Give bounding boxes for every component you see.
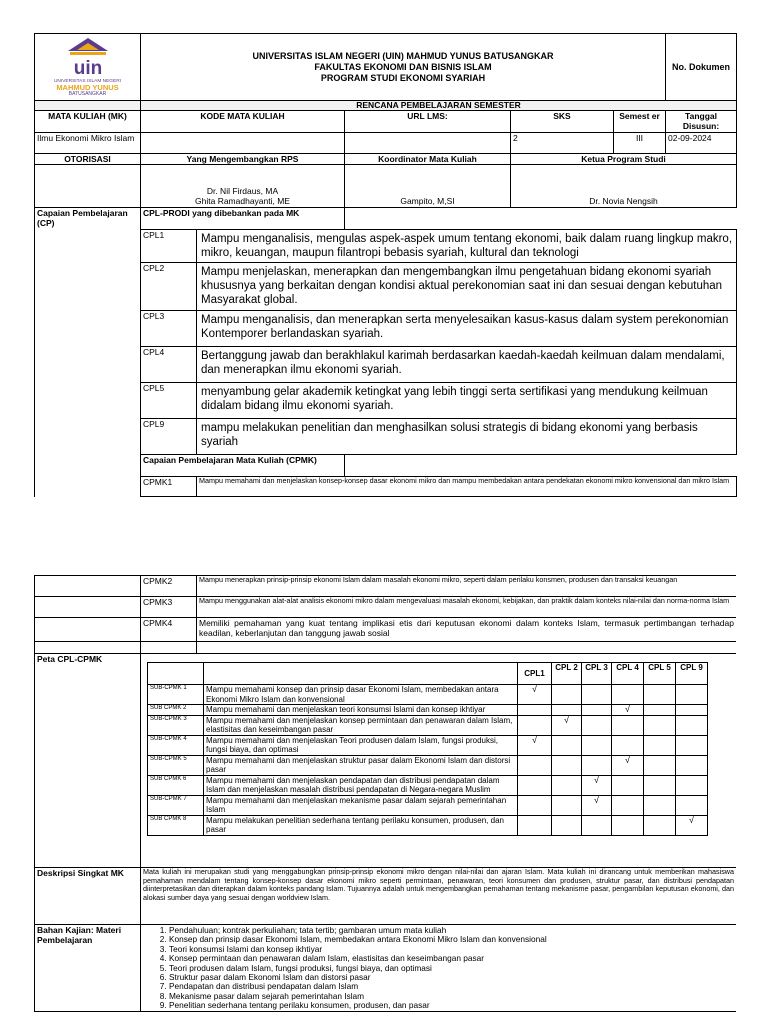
matrix-cell [582, 815, 612, 835]
matrix-cell [582, 685, 612, 705]
matrix-cell [518, 775, 552, 795]
cpmk-code: CPMK2 [141, 576, 197, 597]
matrix-cell [676, 775, 708, 795]
matrix-col-header: CPL 5 [644, 663, 676, 685]
head-header: Ketua Program Studi [511, 154, 737, 165]
matrix-cell [552, 735, 582, 755]
matrix-cell [612, 685, 644, 705]
rps-page-1 [34, 33, 736, 508]
matrix-row [148, 795, 708, 815]
uin-logo [35, 34, 140, 100]
bahan-list [143, 926, 734, 1011]
peta-table [34, 653, 736, 868]
bahan-item: 1. Pendahuluan; kontrak perkuliahan; tata tertib; gambaran umum mata kuliah [169, 926, 734, 935]
cpl-code: CPL3 [141, 311, 197, 347]
course-name-header: MATA KULIAH (MK) [35, 111, 141, 133]
matrix-row [148, 715, 708, 735]
matrix-cell [612, 815, 644, 835]
matrix-cell [518, 795, 552, 815]
sub-cpmk-code: SUB-CPMK 1 [148, 685, 204, 705]
matrix-cell [582, 775, 612, 795]
sub-cpmk-text: Mampu memahami dan menjelaskan Teori produsen dalam Islam, fungsi produksi, fungsi biaya, dan optimasi [204, 735, 518, 755]
matrix-cell [676, 755, 708, 775]
check-mark: √ [532, 684, 537, 694]
sub-cpmk-text: Mampu memahami dan menjelaskan pendapatan dan distribusi pendapatan dalam Islam dan menjelaskan masalah distribusi pendapatan di Negara-negara Muslim [204, 775, 518, 795]
cpl-text: mampu melakukan penelitian dan menghasilkan solusi strategis di bidang ekonomi yang berbasis syariah [197, 419, 737, 455]
institution-title [141, 34, 666, 101]
bahan-item: 7. Pendapatan dan distribusi pendapatan dalam Islam [169, 982, 734, 991]
cpl-code: CPL5 [141, 383, 197, 419]
cp-table [34, 207, 737, 497]
check-mark: √ [532, 734, 537, 745]
sub-cpmk-text: Mampu memahami dan menjelaskan teori konsumsi Islami dan konsep ikhtiyar [204, 705, 518, 716]
logo-text-line3: BATUSANGKAR [68, 91, 107, 97]
matrix-cell [518, 735, 552, 755]
matrix-row [148, 755, 708, 775]
svg-text:uin: uin [73, 58, 102, 77]
sub-cpmk-text: Mampu melakukan penelitian sederhana tentang perilaku konsumen, produsen, dan pasar [204, 815, 518, 835]
course-code [141, 133, 345, 154]
matrix-cell [644, 755, 676, 775]
cpl-text: Bertanggung jawab dan berakhlakul karimah berdasarkan kaedah-kaedah keilmuan dalam mendalami, dan menerapkan ilmu ekonomi syariah. [197, 347, 737, 383]
url-lms-header: URL LMS: [345, 111, 511, 133]
deskripsi-text: Mata kuliah ini merupakan studi yang menggabungkan prinsip-prinsip ekonomi mikro dengan nilai-nilai dan ajaran Islam. Mata kuliah ini dirancang untuk memberikan mahasiswa pemahaman mendalam tentang konsep-konsep dasar ekonomi mikro seperti permintaan, penawaran, teori konsumen dan produsen, struktur pasar, dan distribusi pendapatan diinterpretasikan dan diterapkan dalam konteks pandang Islam. Tujuannya adalah untuk mengembangkan pemahaman tentang mekanisme pasar, pengambilan keputusan ekonomi, dan alokasi sumber daya yang sesuai dengan worldview Islam. [141, 868, 737, 925]
matrix-cell [644, 715, 676, 735]
bahan-item: 4. Konsep permintaan dan penawaran dalam Islam, elastisitas dan keseimbangan pasar [169, 954, 734, 963]
matrix-cell [518, 685, 552, 705]
semester-header: Semest er [614, 111, 666, 133]
check-mark: √ [564, 714, 569, 725]
matrix-cell [676, 685, 708, 705]
bahan-item: 3. Teori konsumsi Islami dan konsep ikhtiyar [169, 945, 734, 954]
matrix-col-header: CPL 3 [582, 663, 612, 685]
matrix-col-header: CPL 2 [552, 663, 582, 685]
logo-text-line2: MAHMUD YUNUS [56, 83, 119, 92]
faculty-name: FAKULTAS EKONOMI DAN BISNIS ISLAM [314, 61, 492, 72]
cpmk-code: CPMK4 [141, 618, 197, 642]
matrix-col-header: CPL 4 [612, 663, 644, 685]
cpl-prodi-header: CPL-PRODI yang dibebankan pada MK [141, 208, 345, 230]
sub-cpmk-text: Mampu memahami dan menjelaskan struktur pasar dalam Ekonomi Islam dan distorsi pasar [204, 755, 518, 775]
semester-value: III [614, 133, 666, 154]
matrix-cell [582, 735, 612, 755]
rps-page-2 [34, 575, 736, 1024]
matrix-row [148, 705, 708, 716]
matrix-cell [676, 735, 708, 755]
matrix-cell [676, 715, 708, 735]
cpmk-header: Capaian Pembelajaran Mata Kuliah (CPMK) [141, 455, 345, 477]
matrix-cell [582, 715, 612, 735]
matrix-col-header: CPL 9 [676, 663, 708, 685]
sub-cpmk-text: Mampu memahami konsep dan prinsip dasar Ekonomi Islam, membedakan antara Ekonomi Mikro Islam dan konvensional [204, 685, 518, 705]
sub-cpmk-code: SUB-CPMK 4 [148, 735, 204, 755]
matrix-col-header: CPL1 [518, 663, 552, 685]
university-name: UNIVERSITAS ISLAM NEGERI (UIN) MAHMUD YUNUS BATUSANGKAR [252, 50, 554, 61]
rps-header-table [34, 33, 737, 208]
matrix-cell [676, 815, 708, 835]
matrix-cell [676, 705, 708, 716]
matrix-cell [518, 755, 552, 775]
date-header: Tanggal Disusun: [666, 111, 737, 133]
matrix-cell [612, 735, 644, 755]
cpl-code: CPL9 [141, 419, 197, 455]
matrix-cell [552, 685, 582, 705]
matrix-row [148, 775, 708, 795]
matrix-cell [676, 795, 708, 815]
coordinator-header: Koordinator Mata Kuliah [345, 154, 511, 165]
check-mark: √ [625, 754, 630, 765]
matrix-cell [612, 775, 644, 795]
check-mark: √ [594, 774, 599, 785]
deskripsi-table [34, 867, 736, 1012]
matrix-cell [518, 715, 552, 735]
course-code-header: KODE MATA KULIAH [141, 111, 345, 133]
cpmk-text: Mampu memahami dan menjelaskan konsep-konsep dasar ekonomi mikro dan mampu membedakan antara pendekatan ekonomi mikro konvensional dan mikro Islam [197, 477, 737, 497]
developer-2: Ghita Ramadhayanti, ME [195, 196, 290, 206]
matrix-cell [518, 815, 552, 835]
matrix-cell [518, 705, 552, 716]
bahan-item: 9. Penelitian sederhana tentang perilaku konsumen, produsen, dan pasar [169, 1001, 734, 1010]
matrix-cell [644, 705, 676, 716]
matrix-row [148, 735, 708, 755]
check-mark: √ [625, 704, 630, 714]
matrix-cell [612, 705, 644, 716]
sub-cpmk-text: Mampu memahami dan menjelaskan konsep permintaan dan penawaran dalam Islam, elastisitas dan keseimbangan pasar [204, 715, 518, 735]
matrix-cell [582, 705, 612, 716]
matrix-body [148, 685, 708, 836]
sks-value: 2 [511, 133, 614, 154]
sub-cpmk-code: SUB CPMK 2 [148, 705, 204, 716]
matrix-cell [552, 755, 582, 775]
cpl-text: Mampu menganalisis, dan menerapkan serta menyelesaikan kasus-kasus dalam system perekonomian Kontemporer berlandaskan syariah. [197, 311, 737, 347]
doc-number-label: No. Dokumen [666, 34, 737, 101]
matrix-row [148, 815, 708, 835]
matrix-cell [612, 715, 644, 735]
sub-cpmk-code: SUB CPMK 6 [148, 775, 204, 795]
cpl-text: menyambung gelar akademik ketingkat yang lebih tinggi serta sertifikasi yang mendukung keilmuan didalam bidang ilmu ekonomi syariah. [197, 383, 737, 419]
sub-cpmk-code: SUB CPMK 8 [148, 815, 204, 835]
matrix-cell [612, 795, 644, 815]
cp-label: Capaian Pembelajaran (CP) [35, 208, 141, 497]
cpl-code: CPL2 [141, 263, 197, 311]
logo-text-line1: UNIVERSITAS ISLAM NEGERI [53, 79, 122, 84]
uin-emblem-icon [61, 37, 115, 77]
peta-label: Peta CPL-CPMK [35, 654, 141, 868]
sks-header: SKS [511, 111, 614, 133]
url-lms [345, 133, 511, 154]
matrix-cell [552, 715, 582, 735]
cpl-text: Mampu menganalisis, mengulas aspek-aspek umum tentang ekonomi, baik dalam ruang lingkup makro, mikro, keuangan, maupun filantropi bebasis syariah, kultural dan teknologi [197, 230, 737, 263]
course-name: Ilmu Ekonomi Mikro Islam [35, 133, 141, 154]
matrix-cell [644, 735, 676, 755]
matrix-cell [552, 705, 582, 716]
matrix-cell [644, 795, 676, 815]
cpmk-code: CPMK1 [141, 477, 197, 497]
coordinator-name: Gampito, M,SI [345, 165, 511, 208]
otorisasi-label: OTORISASI [35, 154, 141, 165]
cpl-code: CPL1 [141, 230, 197, 263]
matrix-cell [552, 775, 582, 795]
matrix-cell [644, 775, 676, 795]
matrix-cell [552, 815, 582, 835]
cpmk-text: Memiliki pemahaman yang kuat tentang implikasi etis dari keputusan ekonomi dalam konteks Islam, termasuk pertimbangan terhadap keadilan, keberlanjutan dan tanggung jawab sosial [197, 618, 737, 642]
cpl-text: Mampu menjelaskan, menerapkan dan mengembangkan ilmu pengetahuan bidang ekonomi syariah khususnya yang berkaitan dengan kondisi aktual perekonomian saat ini dan sesuai dengan kebutuhan Masyarakat global. [197, 263, 737, 311]
developer-header: Yang Mengembangkan RPS [141, 154, 345, 165]
bahan-item: 2. Konsep dan prinsip dasar Ekonomi Islam, membedakan antara Ekonomi Mikro Islam dan konvensional [169, 935, 734, 944]
developer-1: Dr. Nil Firdaus, MA [206, 186, 279, 196]
cpl-cpmk-matrix [147, 662, 708, 836]
bahan-item: 8. Mekanisme pasar dalam sejarah pemerintahan Islam [169, 992, 734, 1001]
sub-cpmk-code: SUB-CPMK 3 [148, 715, 204, 735]
logo-cell [35, 34, 141, 101]
matrix-cell [582, 755, 612, 775]
rps-title: RENCANA PEMBELAJARAN SEMESTER [141, 101, 737, 111]
deskripsi-label: Deskripsi Singkat MK [35, 868, 141, 925]
cpmk-text: Mampu menggunakan alat-alat analisis ekonomi mikro dalam mengevaluasi masalah ekonomi, kebijakan, dan praktik dalam konteks nilai-nilai dan norma-norma Islam [197, 597, 737, 618]
matrix-cell [612, 755, 644, 775]
bahan-label: Bahan Kajian: Materi Pembelajaran [35, 925, 141, 1012]
cpmk-text: Mampu menerapkan prinsip-prinsip ekonomi Islam dalam masalah ekonomi mikro, seperti dalam perilaku konsmen, produsen dan transaksi keuangan [197, 576, 737, 597]
developer-names [141, 165, 345, 208]
matrix-row [148, 685, 708, 705]
sub-cpmk-code: SUB-CPMK 7 [148, 795, 204, 815]
cpl-code: CPL4 [141, 347, 197, 383]
program-name: PROGRAM STUDI EKONOMI SYARIAH [320, 72, 486, 83]
cpmk-code: CPMK3 [141, 597, 197, 618]
sub-cpmk-text: Mampu memahami dan menjelaskan mekanisme pasar dalam sejarah pemerintahan Islam [204, 795, 518, 815]
matrix-cell [644, 815, 676, 835]
bahan-item: 6. Struktur pasar dalam Ekonomi Islam dan distorsi pasar [169, 973, 734, 982]
head-name: Dr. Novia Nengsih [511, 165, 737, 208]
matrix-cell [552, 795, 582, 815]
check-mark: √ [689, 814, 694, 825]
date-value: 02-09-2024 [666, 133, 737, 154]
sub-cpmk-code: SUB-CPMK 5 [148, 755, 204, 775]
cpmk-continued-table [34, 575, 736, 654]
bahan-item: 5. Teori produsen dalam Islam, fungsi produksi, fungsi biaya, dan optimasi [169, 964, 734, 973]
matrix-cell [582, 795, 612, 815]
check-mark: √ [594, 794, 599, 805]
matrix-cell [644, 685, 676, 705]
